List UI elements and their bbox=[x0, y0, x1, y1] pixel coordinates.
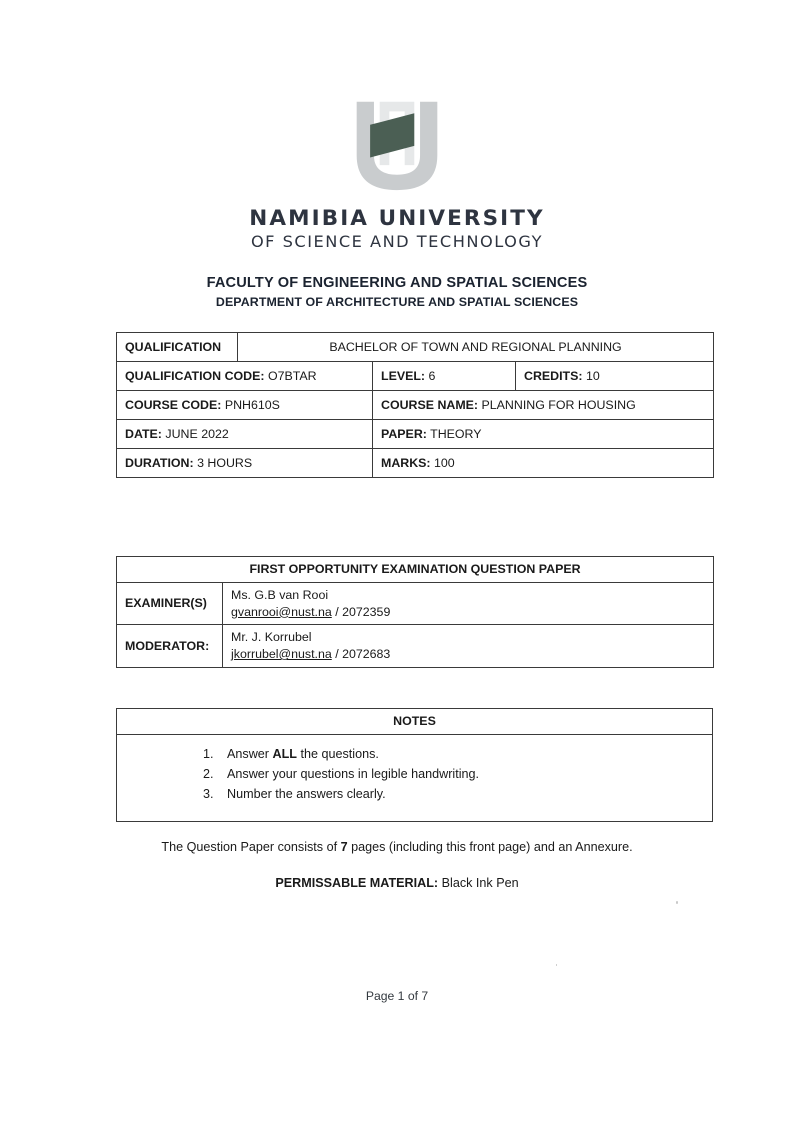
department-name: DEPARTMENT OF ARCHITECTURE AND SPATIAL SCIENCES bbox=[215, 294, 579, 309]
table-row-qualification bbox=[117, 333, 714, 362]
credits-cell bbox=[516, 362, 714, 391]
question-paper-pages-statement bbox=[0, 840, 794, 854]
notes-list bbox=[125, 745, 704, 805]
page-number-footer: Page 1 of 7 bbox=[365, 989, 429, 1003]
duration-value: 3 HOURS bbox=[197, 455, 253, 470]
paper-value: THEORY bbox=[430, 426, 482, 441]
note-text-after: the questions. bbox=[296, 747, 379, 761]
qualification-code-label: QUALIFICATION CODE: bbox=[125, 368, 265, 383]
marks-value: 100 bbox=[434, 455, 455, 470]
institution-name-line2: OF SCIENCE AND TECHNOLOGY bbox=[250, 232, 544, 252]
moderator-name: Mr. J. Korrubel bbox=[231, 630, 312, 645]
scan-artifact bbox=[676, 901, 678, 904]
course-code-value: PNH610S bbox=[224, 397, 280, 412]
level-label: LEVEL: bbox=[381, 368, 426, 383]
examiner-contact-line bbox=[231, 604, 705, 621]
table-row-date-paper bbox=[117, 420, 714, 449]
scan-artifact bbox=[556, 964, 557, 966]
credits-value: 10 bbox=[585, 368, 600, 383]
course-code-cell bbox=[117, 391, 373, 420]
moderator-details bbox=[223, 625, 714, 667]
note-emphasis: ALL bbox=[272, 747, 297, 761]
qualification-value: BACHELOR OF TOWN AND REGIONAL PLANNING bbox=[238, 333, 714, 362]
examiner-name: Ms. G.B van Rooi bbox=[231, 588, 329, 602]
consists-suffix: pages (including this front page) and an Annexure. bbox=[347, 840, 633, 854]
examiner-phone: / 2072359 bbox=[331, 604, 391, 619]
examiners-table bbox=[116, 556, 714, 668]
note-text-before: Number the answers clearly. bbox=[227, 786, 386, 801]
moderator-contact-line bbox=[231, 646, 705, 663]
course-code-label: COURSE CODE: bbox=[125, 397, 222, 412]
notes-body-cell bbox=[117, 735, 713, 822]
course-name-cell bbox=[373, 391, 714, 420]
date-cell bbox=[117, 420, 373, 449]
table-row-code-level-credits bbox=[117, 362, 714, 391]
table-row-exam-title bbox=[117, 557, 714, 583]
table-row-moderator bbox=[117, 625, 714, 667]
permissable-material-label: PERMISSABLE MATERIAL: bbox=[275, 876, 439, 890]
course-name-label: COURSE NAME: bbox=[381, 397, 479, 412]
table-row-notes-title bbox=[117, 709, 713, 735]
duration-label: DURATION: bbox=[125, 455, 194, 470]
moderator-email-link[interactable]: jkorrubel@nust.na bbox=[231, 647, 332, 662]
date-label: DATE: bbox=[125, 426, 162, 441]
consists-prefix: The Question Paper consists of bbox=[161, 840, 341, 854]
moderator-phone: / 2072683 bbox=[331, 647, 391, 662]
paper-label: PAPER: bbox=[381, 426, 427, 441]
faculty-heading-block bbox=[0, 273, 794, 311]
qualification-label: QUALIFICATION bbox=[117, 333, 238, 362]
examiner-label: EXAMINER(S) bbox=[117, 583, 223, 625]
examiner-email-link[interactable]: gvanrooi@nust.na bbox=[231, 604, 332, 619]
list-item bbox=[217, 765, 704, 785]
table-row-duration-marks bbox=[117, 449, 714, 478]
marks-label: MARKS: bbox=[381, 455, 431, 470]
qualification-code-value: O7BTAR bbox=[267, 368, 317, 383]
nust-shield-logo-icon bbox=[349, 96, 445, 192]
course-name-value: PLANNING FOR HOUSING bbox=[481, 397, 636, 412]
notes-table bbox=[116, 708, 713, 822]
qualification-table bbox=[116, 332, 714, 478]
qualification-code-cell bbox=[117, 362, 373, 391]
table-row-notes-body bbox=[117, 735, 713, 822]
list-item bbox=[217, 785, 704, 805]
duration-cell bbox=[117, 449, 373, 478]
marks-cell bbox=[373, 449, 714, 478]
faculty-name: FACULTY OF ENGINEERING AND SPATIAL SCIENCES bbox=[206, 275, 588, 291]
permissable-material-value: Black Ink Pen bbox=[438, 876, 519, 890]
exam-paper-title: FIRST OPPORTUNITY EXAMINATION QUESTION PAPER bbox=[117, 557, 714, 583]
examiner-details bbox=[223, 583, 714, 625]
list-item bbox=[217, 745, 704, 765]
moderator-label: MODERATOR: bbox=[117, 625, 223, 667]
note-text-before: Answer bbox=[227, 747, 273, 761]
level-cell bbox=[373, 362, 516, 391]
paper-cell bbox=[373, 420, 714, 449]
institution-wordmark bbox=[0, 206, 794, 252]
institution-name-line1: NAMIBIA UNIVERSITY bbox=[249, 206, 545, 231]
institution-logo-block bbox=[0, 96, 794, 252]
permissable-material-statement bbox=[0, 876, 794, 890]
note-text-before: Answer your questions in legible handwriting. bbox=[227, 766, 480, 781]
table-row-examiner bbox=[117, 583, 714, 625]
date-value: JUNE 2022 bbox=[165, 426, 229, 441]
consists-page-count: 7 bbox=[340, 840, 348, 854]
table-row-course bbox=[117, 391, 714, 420]
notes-title: NOTES bbox=[117, 709, 713, 735]
level-value: 6 bbox=[428, 368, 436, 383]
credits-label: CREDITS: bbox=[524, 368, 583, 383]
